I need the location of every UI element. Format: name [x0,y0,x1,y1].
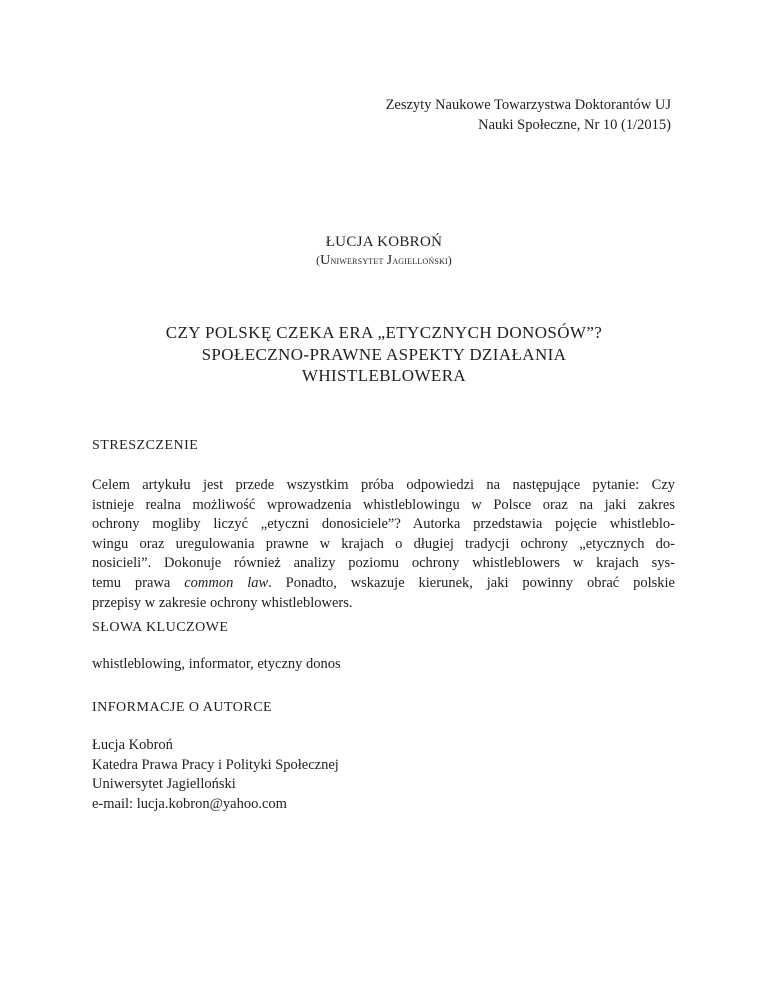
affiliation-open-paren: ( [316,255,321,267]
keywords-text: whistleblowing, informator, etyczny donos [92,656,341,672]
author-info-department: Katedra Prawa Pracy i Polityki Społecznej [92,756,339,773]
keywords-heading: SŁOWA KLUCZOWE [92,620,229,635]
author-affiliation [0,252,768,270]
title-line-1: CZY POLSKĘ CZEKA ERA „ETYCZNYCH DONOSÓW”? [165,323,603,342]
abstract-text: temu prawa [92,574,185,591]
author-info-heading: INFORMACJE O AUTORCE [92,700,273,715]
abstract-heading: STRESZCZENIE [92,438,199,453]
affiliation-initial-u: U [320,253,331,268]
journal-title: Zeszyty Naukowe Towarzystwa Doktorantów UJ [385,97,671,113]
author-info-name: Łucja Kobroń [92,737,173,753]
abstract-line [92,574,675,594]
affiliation-word2-rest: agielloński [392,255,448,267]
affiliation-close-paren: ) [447,255,452,267]
article-title [0,322,768,387]
journal-header [386,96,671,135]
abstract-line: wingu oraz uregulowania prawne w krajach o długiej tradycji ochrony „etycznych do- [92,535,675,552]
affiliation-initial-j: J [386,253,393,268]
abstract-line: przepisy w zakresie ochrony whistleblowers. [92,594,353,611]
abstract-line: nosicieli”. Dokonuje również analizy poziomu ochrony whistleblowers w krajach sys- [92,555,675,572]
journal-issue: Nauki Społeczne, Nr 10 (1/2015) [478,116,671,133]
abstract-italic-term: common law [184,574,269,591]
abstract-line: Celem artykułu jest przede wszystkim próba odpowiedzi na następujące pytanie: Czy [92,477,675,493]
affiliation-word1-rest: niwersytet [330,255,387,267]
abstract-line: istnieje realna możliwość wprowadzenia whistleblowingu w Polsce oraz na jaki zakres [92,496,675,513]
abstract-body [92,476,675,613]
author-block [0,232,768,270]
abstract-text: . Ponadto, wskazuje kierunek, jaki powinny obrać polskie [268,574,675,591]
author-info [92,736,339,814]
author-info-email: e-mail: lucja.kobron@yahoo.com [92,795,287,812]
abstract-line: ochrony mogliby liczyć „etyczni donosiciele”? Autorka przedstawia pojęcie whistleblo- [92,516,675,533]
author-name: ŁUCJA KOBROŃ [325,234,443,250]
title-line-3: WHISTLEBLOWERA [301,366,467,385]
title-line-2: SPOŁECZNO-PRAWNE ASPEKTY DZIAŁANIA [201,344,567,364]
author-info-university: Uniwersytet Jagielloński [92,776,236,793]
